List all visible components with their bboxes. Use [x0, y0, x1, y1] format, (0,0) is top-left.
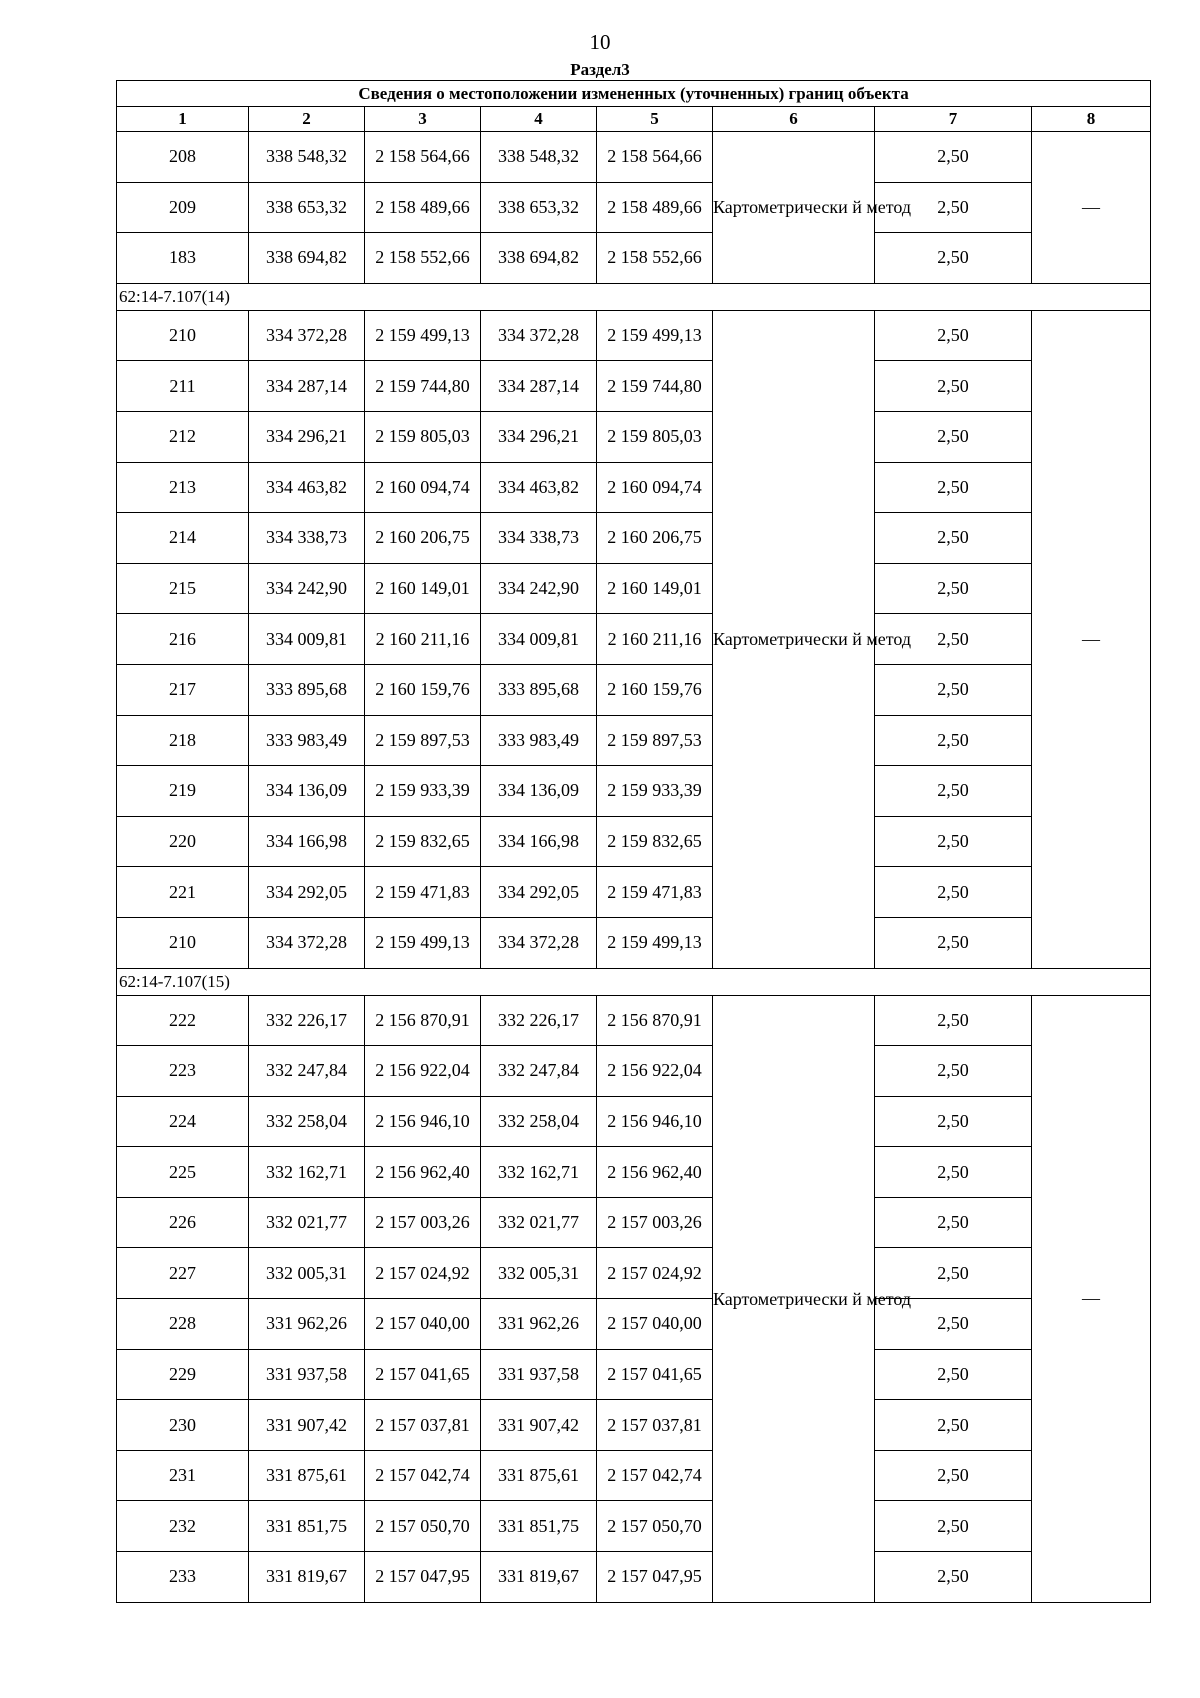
x-new: 334 287,14 [481, 361, 597, 412]
y-old: 2 156 922,04 [365, 1046, 481, 1097]
x-old: 334 242,90 [249, 563, 365, 614]
x-old: 331 851,75 [249, 1501, 365, 1552]
table-row [117, 1046, 1151, 1097]
precision-value: 2,50 [875, 1552, 1032, 1603]
y-new: 2 158 564,66 [597, 132, 713, 183]
y-old: 2 156 962,40 [365, 1147, 481, 1198]
table-row [117, 664, 1151, 715]
x-new: 334 136,09 [481, 766, 597, 817]
x-new: 334 166,98 [481, 816, 597, 867]
y-new: 2 159 897,53 [597, 715, 713, 766]
y-new: 2 160 159,76 [597, 664, 713, 715]
table-caption: Сведения о местоположении измененных (уточненных) границ объекта [117, 81, 1151, 107]
x-old: 331 962,26 [249, 1299, 365, 1350]
x-old: 333 983,49 [249, 715, 365, 766]
precision-value: 2,50 [875, 995, 1032, 1046]
x-old: 334 372,28 [249, 310, 365, 361]
column-number: 7 [875, 107, 1032, 132]
table-row [117, 513, 1151, 564]
point-number: 208 [117, 132, 249, 183]
table-row [117, 1400, 1151, 1451]
point-number: 210 [117, 917, 249, 968]
table-row [117, 1248, 1151, 1299]
y-new: 2 157 047,95 [597, 1552, 713, 1603]
point-number: 225 [117, 1147, 249, 1198]
y-new: 2 156 946,10 [597, 1096, 713, 1147]
x-old: 338 694,82 [249, 233, 365, 284]
cadastral-number: 62:14-7.107(14) [117, 283, 1151, 310]
y-old: 2 160 159,76 [365, 664, 481, 715]
y-new: 2 160 094,74 [597, 462, 713, 513]
table-row [117, 462, 1151, 513]
precision-value: 2,50 [875, 816, 1032, 867]
table-row [117, 1096, 1151, 1147]
y-new: 2 158 552,66 [597, 233, 713, 284]
x-new: 338 694,82 [481, 233, 597, 284]
table-row [117, 614, 1151, 665]
y-old: 2 158 489,66 [365, 182, 481, 233]
y-old: 2 159 897,53 [365, 715, 481, 766]
table-row [117, 995, 1151, 1046]
x-old: 332 021,77 [249, 1197, 365, 1248]
x-old: 334 296,21 [249, 411, 365, 462]
y-new: 2 159 499,13 [597, 310, 713, 361]
point-number: 210 [117, 310, 249, 361]
column-number-row [117, 107, 1151, 132]
point-number: 213 [117, 462, 249, 513]
x-new: 333 983,49 [481, 715, 597, 766]
point-number: 212 [117, 411, 249, 462]
x-old: 332 247,84 [249, 1046, 365, 1097]
table-row [117, 411, 1151, 462]
precision-value: 2,50 [875, 513, 1032, 564]
point-number: 183 [117, 233, 249, 284]
precision-value: 2,50 [875, 182, 1032, 233]
precision-value: 2,50 [875, 563, 1032, 614]
y-new: 2 157 003,26 [597, 1197, 713, 1248]
table-row [117, 1349, 1151, 1400]
x-old: 334 009,81 [249, 614, 365, 665]
x-old: 331 907,42 [249, 1400, 365, 1451]
x-old: 338 653,32 [249, 182, 365, 233]
table-row [117, 1147, 1151, 1198]
point-number: 224 [117, 1096, 249, 1147]
y-new: 2 156 870,91 [597, 995, 713, 1046]
y-new: 2 157 024,92 [597, 1248, 713, 1299]
x-old: 334 372,28 [249, 917, 365, 968]
x-old: 331 819,67 [249, 1552, 365, 1603]
point-number: 230 [117, 1400, 249, 1451]
table-row [117, 563, 1151, 614]
col8-cell: — [1032, 310, 1151, 968]
x-old: 338 548,32 [249, 132, 365, 183]
y-old: 2 156 870,91 [365, 995, 481, 1046]
y-new: 2 159 744,80 [597, 361, 713, 412]
point-number: 233 [117, 1552, 249, 1603]
y-new: 2 160 211,16 [597, 614, 713, 665]
table-caption-row [117, 81, 1151, 107]
precision-value: 2,50 [875, 361, 1032, 412]
point-number: 221 [117, 867, 249, 918]
point-number: 216 [117, 614, 249, 665]
y-new: 2 157 040,00 [597, 1299, 713, 1350]
point-number: 215 [117, 563, 249, 614]
table-row [117, 867, 1151, 918]
y-new: 2 157 050,70 [597, 1501, 713, 1552]
precision-value: 2,50 [875, 766, 1032, 817]
table-row [117, 816, 1151, 867]
x-new: 334 463,82 [481, 462, 597, 513]
boundary-coordinates-table [116, 80, 1151, 1603]
section-title: Раздел3 [570, 60, 630, 79]
x-old: 331 875,61 [249, 1450, 365, 1501]
y-old: 2 158 564,66 [365, 132, 481, 183]
y-old: 2 160 206,75 [365, 513, 481, 564]
y-old: 2 158 552,66 [365, 233, 481, 284]
table-row [117, 1552, 1151, 1603]
precision-value: 2,50 [875, 411, 1032, 462]
y-old: 2 159 933,39 [365, 766, 481, 817]
group-header-row [117, 283, 1151, 310]
y-new: 2 159 832,65 [597, 816, 713, 867]
table-row [117, 1197, 1151, 1248]
x-old: 332 005,31 [249, 1248, 365, 1299]
precision-value: 2,50 [875, 462, 1032, 513]
y-new: 2 160 149,01 [597, 563, 713, 614]
x-new: 334 009,81 [481, 614, 597, 665]
method-cell: Картометрически й метод [713, 995, 875, 1602]
point-number: 232 [117, 1501, 249, 1552]
x-old: 332 162,71 [249, 1147, 365, 1198]
x-new: 332 005,31 [481, 1248, 597, 1299]
point-number: 222 [117, 995, 249, 1046]
x-new: 334 242,90 [481, 563, 597, 614]
y-old: 2 157 050,70 [365, 1501, 481, 1552]
precision-value: 2,50 [875, 614, 1032, 665]
precision-value: 2,50 [875, 1501, 1032, 1552]
table-row [117, 361, 1151, 412]
x-old: 334 463,82 [249, 462, 365, 513]
y-old: 2 159 832,65 [365, 816, 481, 867]
col8-cell: — [1032, 132, 1151, 284]
y-old: 2 159 499,13 [365, 917, 481, 968]
table-row [117, 766, 1151, 817]
x-new: 334 372,28 [481, 917, 597, 968]
x-old: 334 292,05 [249, 867, 365, 918]
table-row [117, 1299, 1151, 1350]
precision-value: 2,50 [875, 715, 1032, 766]
precision-value: 2,50 [875, 1349, 1032, 1400]
table-row [117, 310, 1151, 361]
y-new: 2 158 489,66 [597, 182, 713, 233]
x-new: 332 226,17 [481, 995, 597, 1046]
y-new: 2 156 922,04 [597, 1046, 713, 1097]
x-new: 332 162,71 [481, 1147, 597, 1198]
precision-value: 2,50 [875, 1248, 1032, 1299]
x-new: 332 258,04 [481, 1096, 597, 1147]
table-row [117, 917, 1151, 968]
y-old: 2 159 744,80 [365, 361, 481, 412]
x-new: 331 875,61 [481, 1450, 597, 1501]
y-new: 2 160 206,75 [597, 513, 713, 564]
point-number: 217 [117, 664, 249, 715]
y-new: 2 156 962,40 [597, 1147, 713, 1198]
point-number: 220 [117, 816, 249, 867]
precision-value: 2,50 [875, 1450, 1032, 1501]
point-number: 228 [117, 1299, 249, 1350]
y-old: 2 159 805,03 [365, 411, 481, 462]
y-old: 2 157 041,65 [365, 1349, 481, 1400]
table-row [117, 715, 1151, 766]
point-number: 211 [117, 361, 249, 412]
x-new: 338 548,32 [481, 132, 597, 183]
table-row [117, 233, 1151, 284]
point-number: 219 [117, 766, 249, 817]
precision-value: 2,50 [875, 1096, 1032, 1147]
x-new: 331 937,58 [481, 1349, 597, 1400]
column-number: 5 [597, 107, 713, 132]
y-old: 2 159 499,13 [365, 310, 481, 361]
column-number: 3 [365, 107, 481, 132]
point-number: 223 [117, 1046, 249, 1097]
precision-value: 2,50 [875, 310, 1032, 361]
table-body [117, 81, 1151, 1603]
method-cell: Картометрически й метод [713, 132, 875, 284]
precision-value: 2,50 [875, 132, 1032, 183]
x-old: 331 937,58 [249, 1349, 365, 1400]
y-old: 2 157 047,95 [365, 1552, 481, 1603]
col8-cell: — [1032, 995, 1151, 1602]
table-row [117, 1501, 1151, 1552]
point-number: 229 [117, 1349, 249, 1400]
precision-value: 2,50 [875, 664, 1032, 715]
y-new: 2 157 037,81 [597, 1400, 713, 1451]
y-old: 2 160 211,16 [365, 614, 481, 665]
column-number: 2 [249, 107, 365, 132]
precision-value: 2,50 [875, 233, 1032, 284]
x-old: 332 226,17 [249, 995, 365, 1046]
table-row [117, 182, 1151, 233]
point-number: 214 [117, 513, 249, 564]
y-old: 2 160 149,01 [365, 563, 481, 614]
y-new: 2 157 041,65 [597, 1349, 713, 1400]
x-new: 334 296,21 [481, 411, 597, 462]
y-new: 2 159 471,83 [597, 867, 713, 918]
column-number: 8 [1032, 107, 1151, 132]
x-new: 331 819,67 [481, 1552, 597, 1603]
y-old: 2 160 094,74 [365, 462, 481, 513]
x-new: 331 907,42 [481, 1400, 597, 1451]
y-new: 2 159 805,03 [597, 411, 713, 462]
x-new: 338 653,32 [481, 182, 597, 233]
point-number: 226 [117, 1197, 249, 1248]
y-old: 2 156 946,10 [365, 1096, 481, 1147]
precision-value: 2,50 [875, 917, 1032, 968]
precision-value: 2,50 [875, 1147, 1032, 1198]
x-new: 334 292,05 [481, 867, 597, 918]
page-number: 10 [589, 30, 611, 54]
group-header-row [117, 968, 1151, 995]
method-cell: Картометрически й метод [713, 310, 875, 968]
point-number: 231 [117, 1450, 249, 1501]
x-old: 333 895,68 [249, 664, 365, 715]
column-number: 1 [117, 107, 249, 132]
column-number: 6 [713, 107, 875, 132]
cadastral-number: 62:14-7.107(15) [117, 968, 1151, 995]
y-new: 2 159 499,13 [597, 917, 713, 968]
y-old: 2 159 471,83 [365, 867, 481, 918]
x-new: 331 851,75 [481, 1501, 597, 1552]
x-new: 331 962,26 [481, 1299, 597, 1350]
precision-value: 2,50 [875, 1197, 1032, 1248]
point-number: 218 [117, 715, 249, 766]
x-old: 334 287,14 [249, 361, 365, 412]
y-old: 2 157 037,81 [365, 1400, 481, 1451]
x-old: 332 258,04 [249, 1096, 365, 1147]
x-new: 334 338,73 [481, 513, 597, 564]
y-old: 2 157 024,92 [365, 1248, 481, 1299]
y-old: 2 157 040,00 [365, 1299, 481, 1350]
x-old: 334 136,09 [249, 766, 365, 817]
x-new: 333 895,68 [481, 664, 597, 715]
y-old: 2 157 003,26 [365, 1197, 481, 1248]
precision-value: 2,50 [875, 1299, 1032, 1350]
precision-value: 2,50 [875, 1046, 1032, 1097]
table-row [117, 132, 1151, 183]
point-number: 209 [117, 182, 249, 233]
y-new: 2 159 933,39 [597, 766, 713, 817]
precision-value: 2,50 [875, 867, 1032, 918]
x-old: 334 166,98 [249, 816, 365, 867]
column-number: 4 [481, 107, 597, 132]
x-new: 332 247,84 [481, 1046, 597, 1097]
table-row [117, 1450, 1151, 1501]
y-new: 2 157 042,74 [597, 1450, 713, 1501]
x-old: 334 338,73 [249, 513, 365, 564]
point-number: 227 [117, 1248, 249, 1299]
x-new: 334 372,28 [481, 310, 597, 361]
x-new: 332 021,77 [481, 1197, 597, 1248]
y-old: 2 157 042,74 [365, 1450, 481, 1501]
precision-value: 2,50 [875, 1400, 1032, 1451]
